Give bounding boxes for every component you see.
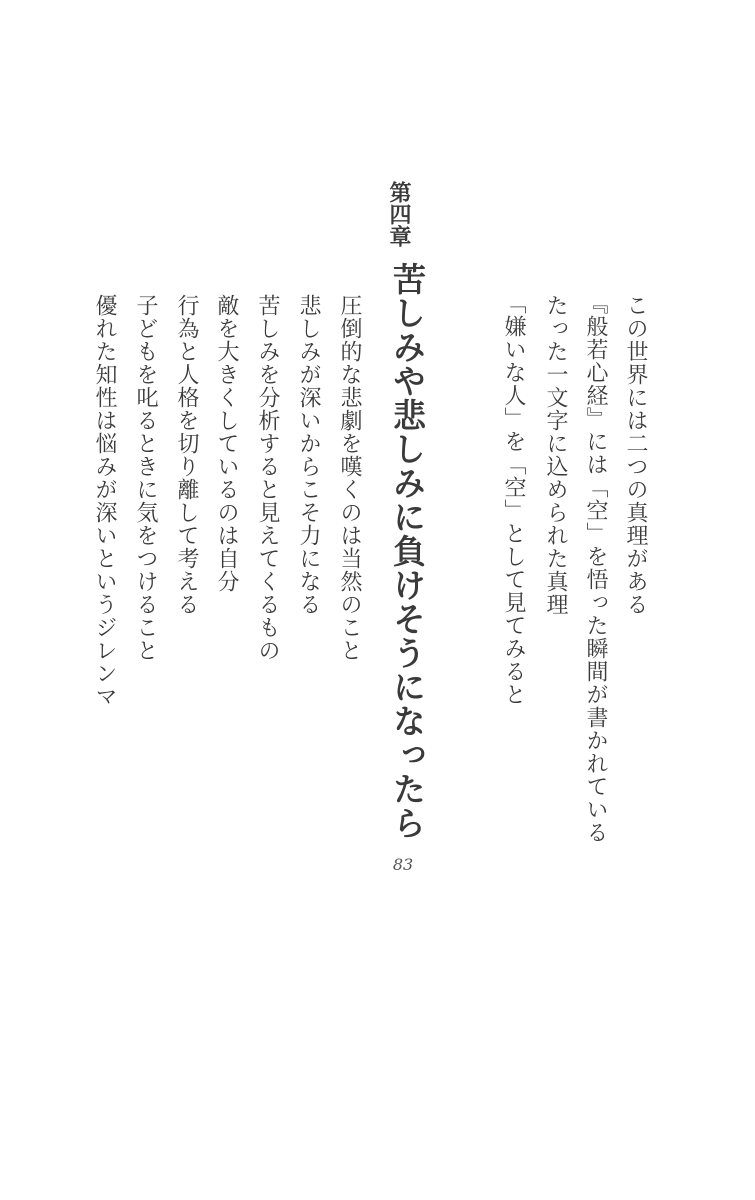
intro-line: たった一文字に込められた真理 [543,294,568,616]
section-line: 圧倒的な悲劇を嘆くのは当然のこと [337,294,362,662]
section-line: 行為と人格を切り離して考える [174,294,199,616]
intro-line: この世界には二つの真理がある [623,294,648,616]
chapter-label: 第四章 [386,181,412,247]
page-number: 83 [392,855,414,874]
chapter-title: 苦しみや悲しみに負けそうになったら [388,262,427,840]
section-line: 優れた知性は悩みが深いというジレンマ [92,294,117,708]
section-line: 悲しみが深いからこそ力になる [296,294,321,616]
section-line: 敵を大きくしているのは自分 [214,294,239,593]
section-line: 子どもを叱るときに気をつけること [133,294,158,662]
intro-line: 『般若心経』には「空」を悟った瞬間が書かれている [583,292,608,844]
section-line: 苦しみを分析すると見えてくるもの [255,294,280,662]
intro-line: 「嫌いな人」を「空」として見てみると [501,292,526,706]
